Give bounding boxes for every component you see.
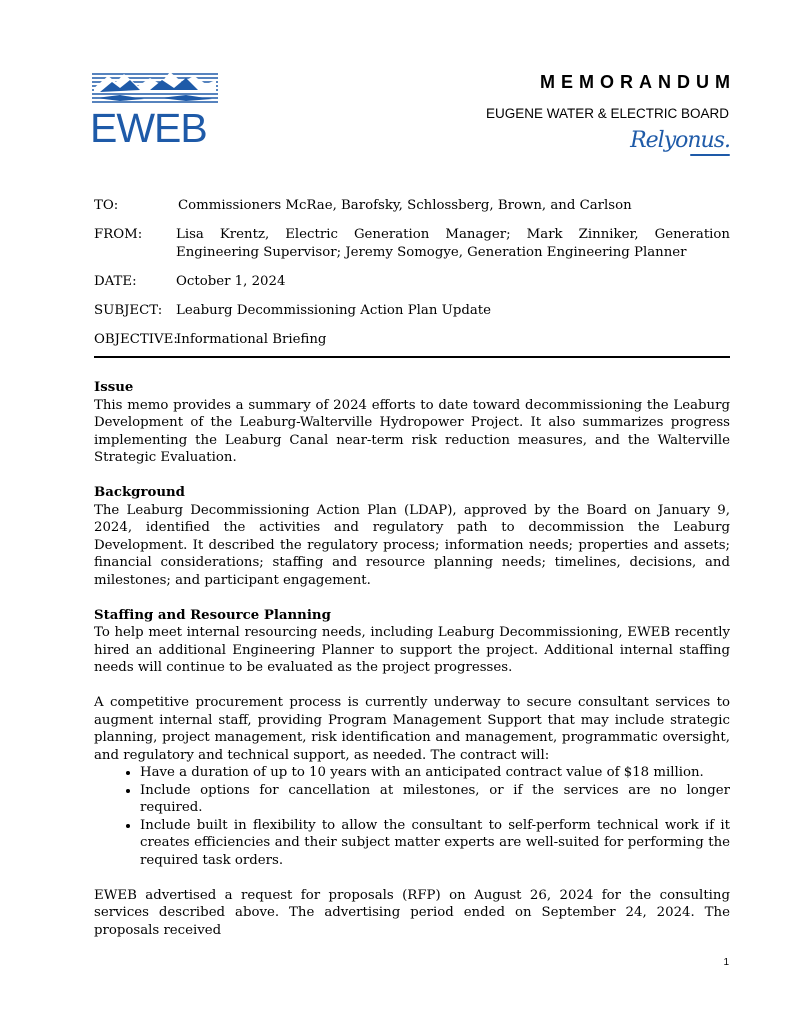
list-item: • Have a duration of up to 10 years with an anticipated contract value of $18 million.	[140, 764, 730, 782]
issue-text: This memo provides a summary of 2024 efforts to date toward decommissioning the Leaburg Development of the Leaburg-Walterville Hydropower Project. It also summarizes progress implementing the Leaburg Canal near-term risk reduction measures, and the Walterville Strategic Evaluation.	[94, 397, 730, 465]
list-item: • Include built in flexibility to allow the consultant to self-perform technical work if it creates efficiencies and their subject matter experts are well-suited for performing the required task orders.	[140, 817, 730, 870]
to-label: TO:	[94, 198, 119, 213]
staffing-section	[94, 607, 730, 940]
page-number: 1	[723, 957, 729, 968]
list-item: • Include options for cancellation at milestones, or if the services are no longer required.	[140, 782, 730, 817]
from-field	[94, 226, 730, 262]
date-field	[94, 273, 730, 291]
header-divider	[94, 356, 730, 358]
eweb-logo	[90, 68, 220, 150]
from-value: Lisa Krentz, Electric Generation Manager; Mark Zinniker, Generation Engineering Supervisor; Jeremy Somogye, Generation Engineering Planner	[176, 227, 730, 260]
issue-heading: Issue	[94, 380, 134, 395]
staffing-heading: Staffing and Resource Planning	[94, 607, 331, 623]
background-text: The Leaburg Decommissioning Action Plan (LDAP), approved by the Board on January 9, 2024, identified the activities and regulatory path to decommission the Leaburg Development. It described the regulatory process; information needs; properties and assets; financial considerations; staffing and resource planning needs; timelines, decisions, and milestones; and participant engagement.	[94, 502, 730, 588]
memo-header-fields	[94, 197, 730, 360]
logo-wordmark: EWEB	[90, 105, 207, 151]
issue-section	[94, 379, 730, 467]
organization-name: EUGENE WATER & ELECTRIC BOARD	[485, 106, 729, 121]
tagline-logo: Relyonus.	[630, 128, 730, 153]
objective-field	[94, 331, 730, 349]
memo-body	[94, 379, 730, 957]
date-value: October 1, 2024	[176, 274, 286, 289]
objective-value: Informational Briefing	[176, 332, 327, 347]
subject-field	[94, 302, 730, 320]
mountain-waves-icon	[90, 68, 220, 108]
to-value: Commissioners McRae, Barofsky, Schlossberg, Brown, and Carlson	[178, 198, 632, 213]
subject-label: SUBJECT:	[94, 303, 163, 318]
staffing-paragraph-1: To help meet internal resourcing needs, including Leaburg Decommissioning, EWEB recently hired an additional Engineering Planner to support the project. Additional internal staffing needs will continue to be evaluated as the project progresses.	[94, 625, 730, 675]
background-heading: Background	[94, 485, 185, 500]
date-label: DATE:	[94, 274, 137, 289]
staffing-paragraph-3: EWEB advertised a request for proposals (RFP) on August 26, 2024 for the consulting services described above. The advertising period ended on September 24, 2024. The proposals received	[94, 887, 730, 938]
from-label: FROM:	[94, 227, 143, 242]
memo-title: MEMORANDUM	[540, 72, 736, 92]
subject-value: Leaburg Decommissioning Action Plan Update	[176, 303, 492, 318]
background-section	[94, 484, 730, 589]
tagline-underline	[690, 154, 730, 156]
to-field	[94, 197, 730, 215]
staffing-paragraph-2: A competitive procurement process is currently underway to secure consultant services to augment internal staff, providing Program Management Support that may include strategic planning, project management, risk identification and management, programmatic oversight, and regulatory and technical support, as needed. The contract will:	[94, 695, 730, 763]
contract-terms-list	[94, 764, 730, 869]
objective-label: OBJECTIVE:	[94, 332, 178, 347]
